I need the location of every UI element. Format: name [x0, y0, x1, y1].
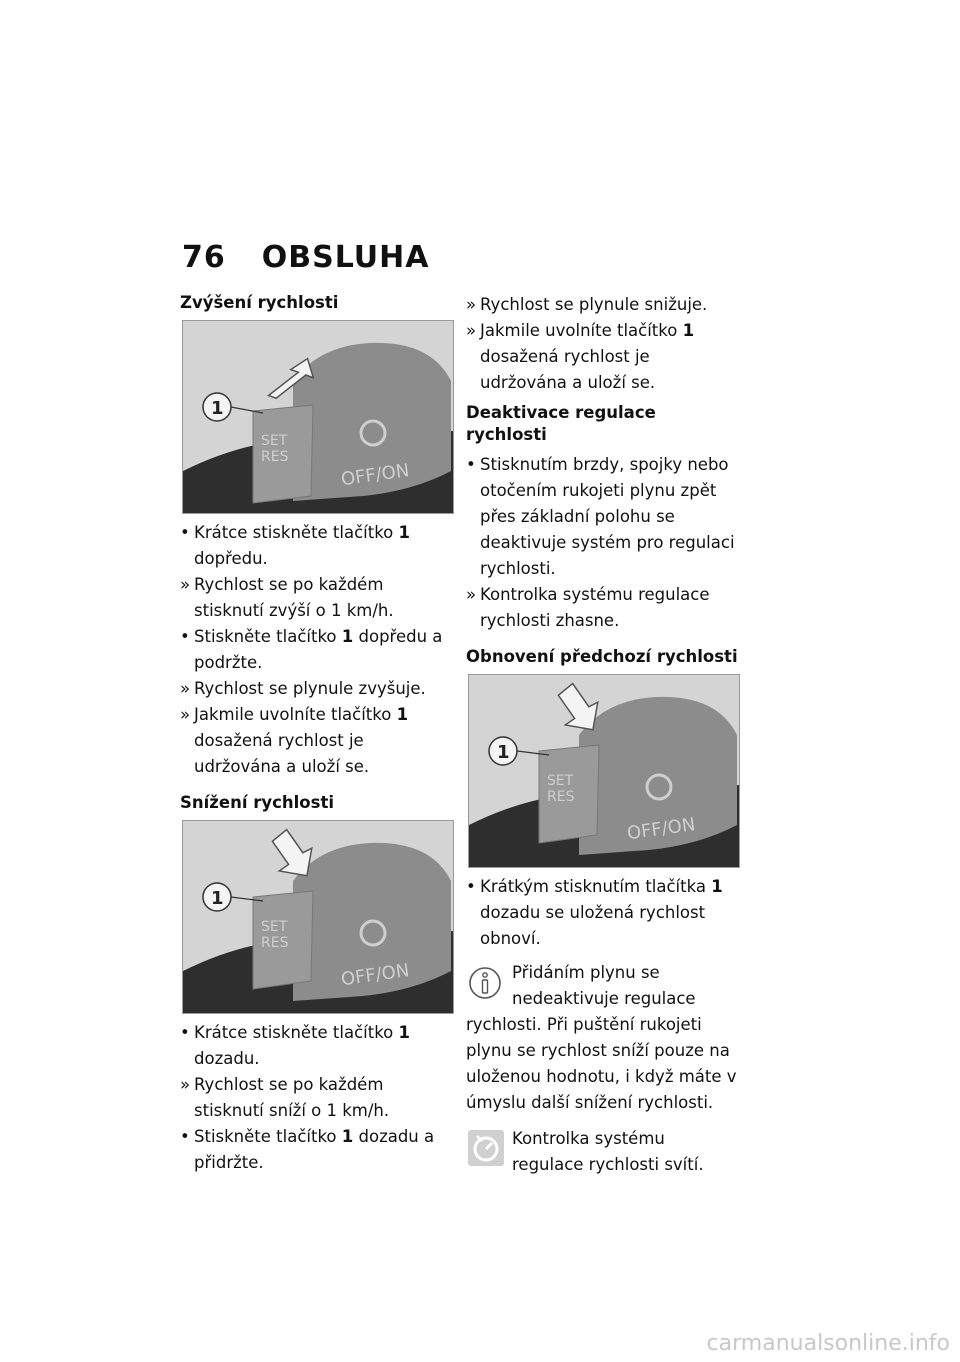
- instruction-step: [180, 1020, 452, 1072]
- section-heading-deactivate: Deaktivace regulace rychlosti: [466, 403, 656, 444]
- bullet-marker: •: [180, 523, 190, 542]
- item-text-pre: Stiskněte tlačítko: [194, 627, 342, 646]
- section-heading-increase: Zvýšení rychlosti: [180, 293, 339, 312]
- instruction-result: [466, 292, 738, 318]
- callout-number: 1: [211, 398, 224, 419]
- lamp-note: [466, 1126, 738, 1178]
- item-text-pre: Jakmile uvolníte tlačítko: [194, 705, 397, 724]
- item-text: Rychlost se po každém stisknutí zvýší o 1 km/h.: [194, 575, 394, 620]
- list-decrease-continued: [466, 292, 738, 396]
- item-text: Rychlost se po každém stisknutí sníží o 1 km/h.: [194, 1075, 390, 1120]
- item-text-pre: Krátkým stisknutím tlačítka: [480, 877, 712, 896]
- item-text: Rychlost se plynule snižuje.: [480, 295, 708, 314]
- info-note: [466, 960, 738, 1116]
- section-heading-decrease: Snížení rychlosti: [180, 793, 335, 812]
- bullet-marker: •: [180, 1023, 190, 1042]
- section-heading-resume: Obnovení předchozí rychlosti: [466, 647, 738, 666]
- page-title: OBSLUHA: [261, 240, 430, 275]
- item-text-post: dozadu.: [194, 1049, 260, 1068]
- info-note-text: Přidáním plynu se nedeaktivuje regulace rychlosti. Při puštění rukojeti plynu se rychlost sníží pouze na uloženou hodnotu, i když máte v úmyslu další snížení rychlosti.: [466, 963, 737, 1112]
- page-number: 76: [182, 240, 226, 275]
- item-callout-ref: 1: [398, 1023, 411, 1042]
- item-text: Rychlost se plynule zvyšuje.: [194, 679, 426, 698]
- instruction-result: [466, 582, 738, 634]
- lamp-note-text: Kontrolka systému regulace rychlosti svítí.: [512, 1129, 704, 1174]
- set-label: SET: [547, 773, 574, 789]
- figure-increase: [182, 320, 454, 514]
- item-text-post: dosažená rychlost je udržována a uloží se.: [480, 347, 656, 392]
- item-callout-ref: 1: [396, 705, 409, 724]
- item-text-post: dozadu se uložená rychlost obnoví.: [480, 903, 706, 948]
- item-callout-ref: 1: [711, 877, 723, 896]
- item-text: Kontrolka systému regulace rychlosti zhasne.: [480, 585, 710, 630]
- result-marker: »: [180, 575, 191, 594]
- set-label: SET: [261, 919, 288, 935]
- callout-number: 1: [497, 742, 510, 763]
- instruction-step: [180, 1124, 452, 1176]
- res-label: RES: [261, 935, 289, 951]
- item-text-pre: Krátce stiskněte tlačítko: [194, 523, 399, 542]
- instruction-step: [180, 624, 452, 676]
- off-on-label: OFF/ON: [625, 814, 697, 845]
- list-increase: [180, 520, 452, 780]
- result-marker: »: [180, 1075, 191, 1094]
- item-text: Stisknutím brzdy, spojky nebo otočením rukojeti plynu zpět přes základní polohu se deaktivuje systém pro regulaci rychlosti.: [480, 455, 735, 578]
- bullet-marker: •: [180, 627, 190, 646]
- instruction-step: [180, 520, 452, 572]
- switch-illustration-decrease: [183, 821, 453, 1013]
- item-text-pre: Krátce stiskněte tlačítko: [194, 1023, 399, 1042]
- list-resume: [466, 874, 738, 952]
- instruction-result: [180, 676, 452, 702]
- item-text-post: dopředu.: [194, 549, 268, 568]
- instruction-result: [466, 318, 738, 396]
- result-marker: »: [180, 679, 191, 698]
- result-marker: »: [180, 705, 191, 724]
- left-column: [180, 292, 452, 1176]
- off-on-label: OFF/ON: [339, 460, 411, 491]
- instruction-result: [180, 572, 452, 624]
- item-callout-ref: 1: [398, 523, 411, 542]
- res-label: RES: [547, 789, 575, 805]
- instruction-step: [466, 874, 738, 952]
- item-text-pre: Jakmile uvolníte tlačítko: [480, 321, 683, 340]
- bullet-marker: •: [180, 1127, 190, 1146]
- switch-illustration-increase: [183, 321, 453, 513]
- callout-number: 1: [211, 888, 224, 909]
- item-text-post: dosažená rychlost je udržována a uloží se.: [194, 731, 370, 776]
- instruction-result: [180, 1072, 452, 1124]
- watermark: carmanualsonline.info: [706, 1331, 950, 1356]
- switch-illustration-resume: [469, 675, 739, 867]
- list-decrease: [180, 1020, 452, 1176]
- set-label: SET: [261, 433, 288, 449]
- item-text-post: dopředu a podržte.: [194, 627, 443, 672]
- list-deactivate: [466, 452, 738, 634]
- cruise-control-lamp-icon: [468, 1130, 504, 1166]
- figure-resume: [468, 674, 740, 868]
- page-header: [182, 240, 429, 275]
- result-marker: »: [466, 321, 477, 340]
- item-callout-ref: 1: [682, 321, 695, 340]
- result-marker: »: [466, 295, 477, 314]
- instruction-step: [466, 452, 738, 582]
- item-callout-ref: 1: [341, 1127, 354, 1146]
- res-label: RES: [261, 449, 289, 465]
- item-text-pre: Stiskněte tlačítko: [194, 1127, 342, 1146]
- instruction-result: [180, 702, 452, 780]
- item-callout-ref: 1: [341, 627, 354, 646]
- bullet-marker: •: [466, 455, 476, 474]
- result-marker: »: [466, 585, 477, 604]
- info-icon: [468, 966, 502, 1000]
- off-on-label: OFF/ON: [339, 960, 411, 991]
- bullet-marker: •: [466, 877, 476, 896]
- right-column: [466, 292, 738, 1178]
- item-text-post: dozadu a přidržte.: [194, 1127, 435, 1172]
- figure-decrease: [182, 820, 454, 1014]
